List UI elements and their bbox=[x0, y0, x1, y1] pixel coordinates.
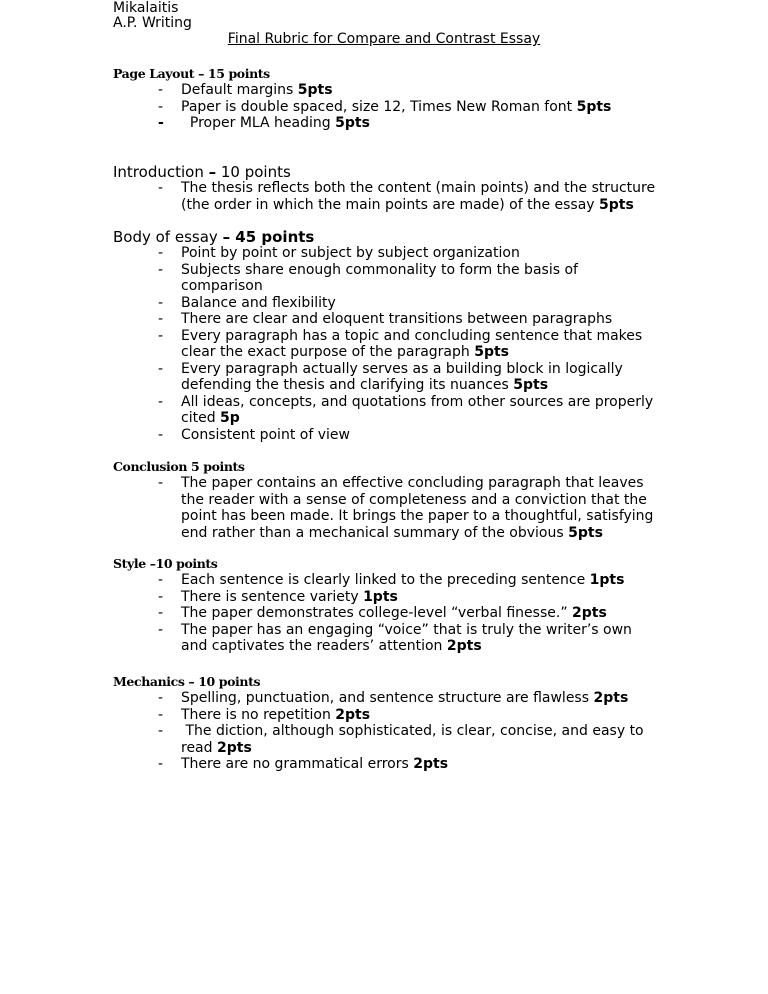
item-points: 5pts bbox=[599, 196, 634, 213]
list-item bbox=[0, 427, 661, 444]
item-text: Spelling, punctuation, and sentence structure are flawless bbox=[181, 690, 594, 706]
heading-text: Introduction bbox=[113, 163, 209, 181]
list-item bbox=[0, 723, 661, 756]
item-text: Every paragraph actually serves as a building block in logically defending the thesis and clarifying its nuances bbox=[181, 360, 623, 393]
heading-points: 10 points bbox=[216, 163, 291, 181]
item-points: 1pts bbox=[589, 572, 625, 588]
list-dash: - bbox=[158, 115, 164, 131]
list-item bbox=[0, 572, 661, 589]
list-item bbox=[0, 756, 661, 773]
list-item bbox=[0, 311, 661, 328]
list-item bbox=[0, 115, 661, 132]
list-item bbox=[0, 622, 661, 655]
list-dash: - bbox=[158, 180, 164, 196]
list-dash: - bbox=[158, 605, 164, 621]
item-text: Consistent point of view bbox=[181, 426, 350, 443]
item-points: 5pts bbox=[335, 115, 370, 131]
list-dash: - bbox=[158, 706, 164, 723]
list-dash: - bbox=[158, 245, 164, 261]
heading-text: Body of essay bbox=[113, 228, 223, 246]
list-dash: - bbox=[158, 261, 164, 278]
list-dash: - bbox=[158, 588, 164, 605]
item-points: 5pts bbox=[297, 82, 333, 98]
section-list-page-layout bbox=[0, 82, 661, 132]
heading-points: – 45 points bbox=[222, 228, 315, 246]
section-list-body bbox=[0, 245, 661, 443]
item-points: 2pts bbox=[446, 638, 482, 654]
item-text: The diction, although sophisticated, is clear, concise, and easy to read bbox=[181, 723, 649, 756]
item-text: Point by point or subject by subject organization bbox=[181, 245, 520, 261]
list-dash: - bbox=[158, 475, 164, 491]
list-dash: - bbox=[158, 393, 164, 410]
list-item bbox=[0, 707, 661, 724]
item-text: Paper is double spaced, size 12, Times New Roman font bbox=[181, 98, 577, 115]
item-text: The paper demonstrates college-level “verbal finesse.” bbox=[181, 605, 573, 621]
item-points: 2pts bbox=[572, 605, 607, 621]
item-text: The thesis reflects both the content (main points) and the structure (the order in which the main points are made) of the essay bbox=[181, 180, 656, 213]
list-dash: - bbox=[158, 327, 164, 344]
list-dash: - bbox=[158, 723, 164, 739]
item-points: 2pts bbox=[413, 756, 449, 772]
course-name: A.P. Writing bbox=[113, 15, 192, 31]
list-dash: - bbox=[158, 756, 164, 772]
section-heading-conclusion: Conclusion 5 points bbox=[113, 459, 245, 474]
list-dash: - bbox=[158, 690, 164, 706]
heading-dash: – bbox=[208, 163, 217, 181]
author-name: Mikalaitis bbox=[113, 0, 179, 16]
list-item bbox=[0, 394, 661, 427]
document-title-text: Final Rubric for Compare and Contrast Essay bbox=[227, 31, 541, 47]
list-dash: - bbox=[158, 621, 164, 638]
list-item bbox=[0, 328, 661, 361]
section-heading-mechanics: Mechanics – 10 points bbox=[113, 674, 261, 689]
list-item bbox=[0, 99, 661, 116]
item-text: The paper has an engaging “voice” that is truly the writer’s own and captivates the readers’ attention bbox=[181, 621, 632, 654]
item-text: Default margins bbox=[181, 82, 298, 98]
list-item bbox=[0, 690, 661, 707]
list-item bbox=[0, 245, 661, 262]
list-item bbox=[0, 589, 661, 606]
item-text: Balance and flexibility bbox=[181, 294, 336, 311]
item-points: 5pts bbox=[474, 344, 510, 360]
list-dash: - bbox=[158, 294, 164, 311]
list-item bbox=[0, 605, 661, 622]
section-list-introduction bbox=[0, 180, 661, 213]
section-list-style bbox=[0, 572, 661, 655]
item-text: The paper contains an effective concluding paragraph that leaves the reader with a sense of completeness and a conviction that the point has been made. It brings the paper to a thoughtful, satisfying end rather than a mechanical summary of the obvious bbox=[181, 475, 654, 541]
list-dash: - bbox=[158, 360, 164, 377]
section-heading-body bbox=[113, 228, 314, 246]
list-item bbox=[0, 180, 661, 213]
item-text: There is sentence variety bbox=[181, 588, 364, 605]
item-points: 2pts bbox=[216, 739, 252, 756]
list-dash: - bbox=[158, 98, 164, 115]
item-points: 5pts bbox=[576, 98, 612, 115]
list-dash: - bbox=[158, 572, 164, 588]
item-points: 5pts bbox=[568, 524, 603, 541]
list-dash: - bbox=[158, 311, 164, 327]
item-text: Each sentence is clearly linked to the preceding sentence bbox=[181, 572, 590, 588]
item-text: There is no repetition bbox=[181, 706, 336, 723]
section-list-mechanics bbox=[0, 690, 661, 773]
list-item bbox=[0, 475, 661, 541]
item-text: Subjects share enough commonality to form the basis of comparison bbox=[181, 261, 578, 294]
item-text: All ideas, concepts, and quotations from other sources are properly cited bbox=[181, 393, 654, 426]
item-text: Proper MLA heading bbox=[181, 115, 336, 131]
section-heading-page-layout: Page Layout – 15 points bbox=[113, 66, 270, 81]
section-list-conclusion bbox=[0, 475, 661, 541]
list-dash: - bbox=[158, 426, 164, 443]
section-heading-style: Style –10 points bbox=[113, 556, 218, 571]
list-item bbox=[0, 262, 661, 295]
document-title bbox=[0, 31, 768, 48]
item-points: 2pts bbox=[335, 706, 371, 723]
list-item bbox=[0, 295, 661, 312]
item-text: There are clear and eloquent transitions between paragraphs bbox=[181, 311, 613, 327]
item-points: 2pts bbox=[593, 690, 629, 706]
section-heading-introduction bbox=[113, 163, 291, 181]
item-text: There are no grammatical errors bbox=[181, 756, 414, 772]
item-points: 5pts bbox=[513, 377, 549, 393]
item-points: 5p bbox=[220, 410, 240, 426]
item-points: 1pts bbox=[363, 588, 398, 605]
list-dash: - bbox=[158, 82, 164, 98]
item-text: Every paragraph has a topic and concluding sentence that makes clear the exact purpose of the paragraph bbox=[181, 327, 643, 360]
list-item bbox=[0, 361, 661, 394]
list-item bbox=[0, 82, 661, 99]
